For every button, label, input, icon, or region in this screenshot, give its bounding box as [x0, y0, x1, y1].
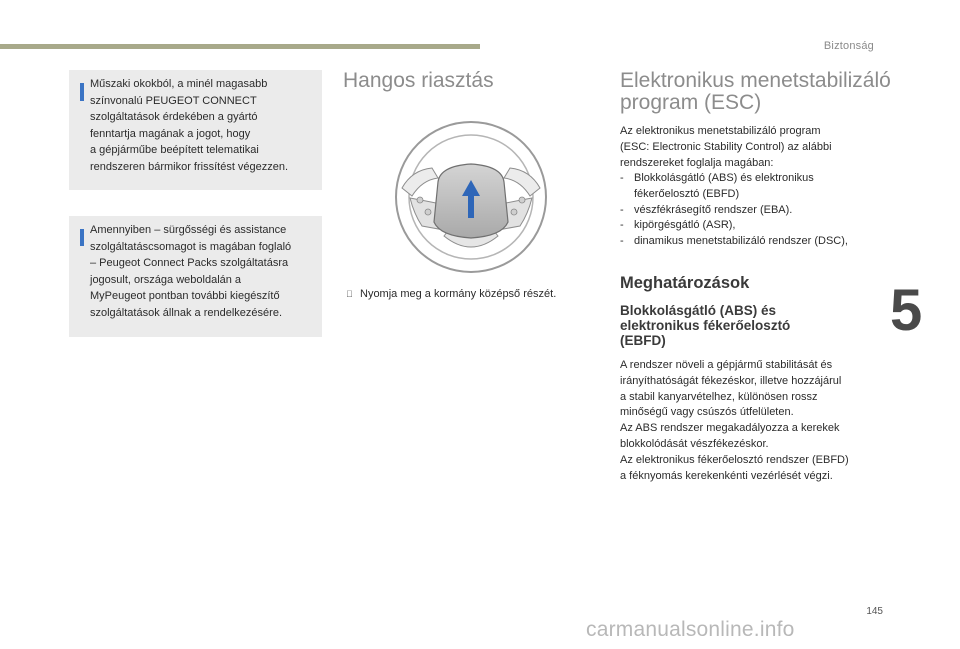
info-box-connect-packs [69, 216, 322, 337]
text-line: fékerőelosztó (EBFD) [634, 187, 740, 200]
esc-systems-list [620, 171, 890, 250]
abs-ebfd-paragraph [620, 358, 880, 484]
text-line: a stabil kanyarvételhez, különösen rossz [620, 390, 818, 403]
abs-ebfd-subheading [620, 303, 860, 348]
text-line: minőségű vagy csúszós útfelületen. [620, 406, 794, 419]
info-icon [80, 229, 84, 246]
text-line: Az elektronikus menetstabilizáló program [620, 125, 821, 137]
esc-section-title [620, 70, 900, 114]
subheading-line: (EBFD) [620, 333, 666, 348]
steering-wheel-icon [392, 118, 550, 281]
esc-intro-paragraph [620, 124, 870, 171]
text-line: MyPeugeot pontban további kiegészítő [90, 290, 280, 302]
page-number: 145 [866, 606, 883, 617]
list-item [620, 171, 890, 203]
text-line: a gépjárműbe beépített telematikai [90, 144, 259, 156]
list-item [620, 218, 890, 234]
text-line: A rendszer növeli a gépjármű stabilitását és [620, 359, 833, 371]
subheading-line: Blokkolásgátló (ABS) és [620, 303, 777, 318]
horn-section-title: Hangos riasztás [343, 69, 494, 92]
text-line: blokkolódását vészfékezéskor. [620, 437, 769, 450]
text-line: rendszeren bármikor frissítést végezzen. [90, 160, 289, 173]
text-line: jogosult, országa weboldalán a [90, 273, 242, 286]
text-line: Amennyiben – sürgősségi és assistance [90, 224, 287, 236]
text-line: vészfékrásegítő rendszer (EBA). [634, 203, 793, 216]
text-line: szolgáltatások állnak a rendelkezésére. [90, 306, 283, 319]
info-box-text [90, 76, 315, 175]
horn-instruction [346, 288, 556, 300]
header-accent-bar [0, 44, 480, 49]
info-box-telematics [69, 70, 322, 190]
text-line: szolgáltatáscsomagot is magában foglaló [90, 240, 292, 253]
watermark: carmanualsonline.info [586, 618, 795, 641]
list-dash: - [620, 235, 624, 248]
chapter-number: 5 [890, 278, 923, 343]
text-line: fenntartja magának a jogot, hogy [90, 127, 251, 140]
text-line: szolgáltatások érdekében a gyártó [90, 111, 258, 123]
info-icon [80, 83, 84, 101]
text-line: (ESC: Electronic Stability Control) az alábbi [620, 140, 832, 153]
text-line: színvonalú PEUGEOT CONNECT [90, 94, 257, 107]
list-item [620, 234, 890, 250]
list-item [620, 203, 890, 219]
text-line: Blokkolásgátló (ABS) és elektronikus [634, 172, 814, 184]
text-line: – Peugeot Connect Packs szolgáltatásra [90, 257, 289, 269]
text-line: Az elektronikus fékerőelosztó rendszer (EBFD) [620, 453, 849, 466]
list-dash: - [620, 172, 624, 184]
subheading-line: elektronikus fékerőelosztó [620, 318, 791, 333]
text-line: dinamikus menetstabilizáló rendszer (DSC), [634, 235, 848, 248]
horn-instruction-text: Nyomja meg a kormány középső részét. [360, 288, 557, 300]
text-line: Műszaki okokból, a minél magasabb [90, 78, 268, 90]
title-line: program (ESC) [620, 91, 762, 114]
action-bullet-icon [346, 289, 360, 299]
section-title: Biztonság [823, 40, 874, 52]
list-dash: - [620, 219, 624, 232]
list-dash: - [620, 203, 624, 216]
text-line: irányíthatóságát fékezéskor, illetve hozzájárul [620, 374, 842, 387]
text-line: kipörgésgátló (ASR), [634, 219, 736, 232]
info-box-text [90, 222, 315, 321]
definitions-heading: Meghatározások [620, 274, 750, 292]
title-line: Elektronikus menetstabilizáló [620, 69, 891, 92]
text-line: a féknyomás kerekenkénti vezérlését végzi. [620, 469, 833, 482]
text-line: rendszereket foglalja magában: [620, 156, 774, 169]
text-line: Az ABS rendszer megakadályozza a kerekek [620, 422, 840, 435]
